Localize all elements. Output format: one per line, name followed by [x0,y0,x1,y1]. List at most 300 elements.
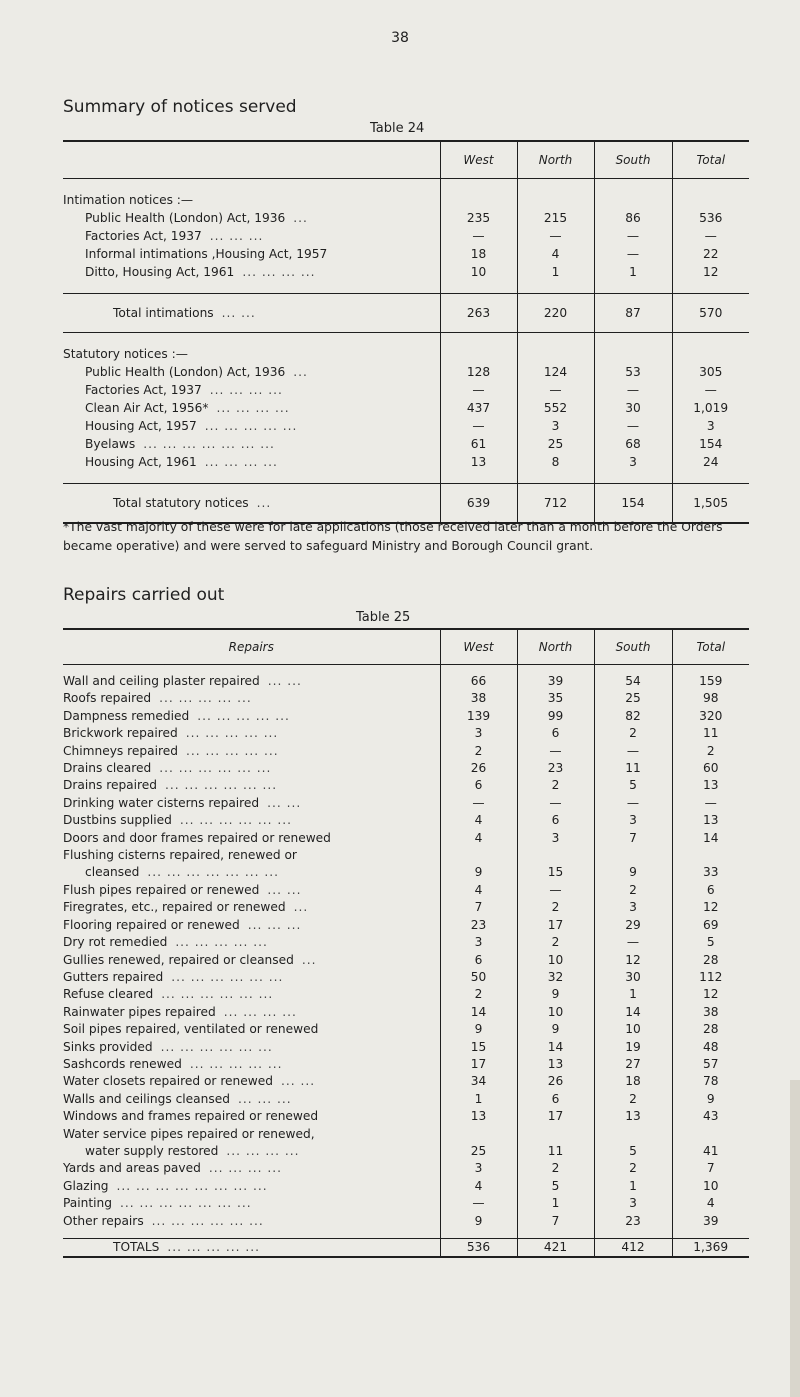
value-west: 26 [440,760,517,777]
row-label-cell [63,969,440,986]
value-south: 2 [594,882,672,899]
value-total: 6 [672,882,749,899]
row-label-cell [63,1021,440,1038]
leader-dots: ... ... ... ... ... ... [179,813,292,828]
table-24 [63,140,749,524]
row-label-cell [63,1004,440,1021]
row-label: Chimneys repaired [63,743,178,758]
value-south: 3 [594,899,672,916]
table-row [63,1108,749,1125]
leader-dots: ... ... ... ... ... ... ... [147,865,279,880]
blank-cell [672,665,749,674]
value-total: 305 [672,363,749,381]
row-label-cell [63,708,440,725]
table-row [63,690,749,707]
blank-cell [672,179,749,192]
blank-cell [440,345,517,363]
value-south: 412 [594,1239,672,1258]
table-row [63,760,749,777]
row-label: cleansed [85,865,140,880]
value-total: 11 [672,725,749,742]
value-west: 13 [440,453,517,471]
spacer-row [63,333,749,346]
value-north: 1 [517,1195,594,1212]
blank-cell [440,665,517,674]
table-row [63,708,749,725]
value-south: 9 [594,864,672,881]
leader-dots: ... ... ... ... ... ... ... ... [116,1178,268,1193]
row-label-cell [63,1108,440,1125]
value-north: 23 [517,760,594,777]
table-row [63,777,749,794]
value-west: 3 [440,1160,517,1177]
row-label: Flooring repaired or renewed [63,917,240,932]
value-west: 9 [440,1021,517,1038]
value-south: — [594,381,672,399]
value-south: 86 [594,209,672,227]
row-label-cell [63,986,440,1003]
row-label-cell [63,227,440,245]
row-label: Flushing cisterns repaired, renewed or [63,848,297,863]
leader-dots: ... ... [267,882,302,897]
blank-cell [63,281,440,294]
table-row [63,917,749,934]
row-label: TOTALS [113,1240,160,1254]
row-label: Walls and ceilings cleansed [63,1091,230,1106]
value-total: 12 [672,263,749,281]
table-25-body [63,665,749,1258]
value-total: — [672,227,749,245]
table-row [63,673,749,690]
value-west [440,847,517,864]
value-north: 712 [517,484,594,524]
row-label: Ditto, Housing Act, 1961 [85,265,235,279]
page-edge [790,1080,800,1397]
leader-dots: ... ... ... ... [209,383,283,397]
row-label-cell [63,830,440,847]
table-row [63,986,749,1003]
value-south: 11 [594,760,672,777]
row-label-cell [63,690,440,707]
blank-cell [517,191,594,209]
value-south: 87 [594,294,672,333]
value-south: 154 [594,484,672,524]
value-total: 112 [672,969,749,986]
value-west: 1 [440,1091,517,1108]
value-north: — [517,381,594,399]
total-row [63,294,749,333]
table-row [63,812,749,829]
value-south: 1 [594,986,672,1003]
table-row [63,952,749,969]
value-west: 4 [440,830,517,847]
value-total: 43 [672,1108,749,1125]
blank-cell [63,333,440,346]
row-label: Other repairs [63,1213,144,1228]
value-north: 32 [517,969,594,986]
value-west: 2 [440,743,517,760]
row-label-cell [63,847,440,864]
value-south: — [594,245,672,263]
row-label-cell [63,1178,440,1195]
row-label: Wall and ceiling plaster repaired [63,674,260,688]
row-label: Yards and areas paved [63,1161,201,1176]
value-west: 639 [440,484,517,524]
value-north: 9 [517,986,594,1003]
row-label-cell [63,812,440,829]
row-label: Informal intimations ,Housing Act, 1957 [85,247,328,261]
group-heading-row [63,191,749,209]
row-label-cell [63,725,440,742]
table-row [63,795,749,812]
value-total: 28 [672,1021,749,1038]
row-label: Rainwater pipes repaired [63,1004,216,1019]
row-label-cell [63,1056,440,1073]
row-label: Flush pipes repaired or renewed [63,882,260,897]
row-label: Doors and door frames repaired or renewed [63,830,331,845]
value-west: 50 [440,969,517,986]
value-north: 3 [517,830,594,847]
table-row [63,969,749,986]
blank-cell [672,471,749,484]
leader-dots: ... ... ... ... ... ... ... [120,1196,252,1211]
value-north: 26 [517,1073,594,1090]
value-north: — [517,882,594,899]
leader-dots: ... ... ... ... [242,265,316,279]
col-total: Total [672,629,749,665]
value-total: 570 [672,294,749,333]
row-label: Housing Act, 1961 [85,455,197,469]
value-total: 60 [672,760,749,777]
leader-dots: ... ... [221,306,256,320]
value-north: 124 [517,363,594,381]
table-row [63,1073,749,1090]
value-south: 14 [594,1004,672,1021]
leader-dots: ... ... ... ... ... ... ... [143,437,275,451]
blank-cell [517,665,594,674]
value-south: 68 [594,435,672,453]
value-west: 2 [440,986,517,1003]
leader-dots: ... ... ... [209,229,264,243]
row-label-cell [63,795,440,812]
value-south: 3 [594,812,672,829]
table-25-header [63,629,749,665]
row-label: Soil pipes repaired, ventilated or renewed [63,1022,319,1037]
table-row [63,417,749,435]
blank-cell [594,665,672,674]
leader-dots: ... ... [280,1074,316,1089]
value-total: 5 [672,934,749,951]
value-north: 2 [517,1160,594,1177]
value-west: 139 [440,708,517,725]
row-label-cell [63,1091,440,1108]
value-west: 4 [440,1178,517,1195]
row-label-cell [63,952,440,969]
value-total: — [672,381,749,399]
value-north [517,1126,594,1143]
value-west: 263 [440,294,517,333]
value-south: 53 [594,363,672,381]
blank-cell [63,179,440,192]
table-row [63,1178,749,1195]
value-total: 9 [672,1091,749,1108]
value-total: 1,505 [672,484,749,524]
table-row [63,1143,749,1160]
table-row [63,381,749,399]
value-north: 2 [517,777,594,794]
table-24-body [63,179,749,524]
section-title-repairs: Repairs carried out [63,585,225,605]
row-label-cell [63,1039,440,1056]
value-north: — [517,227,594,245]
value-total: 10 [672,1178,749,1195]
value-total: 98 [672,690,749,707]
leader-dots: ... ... ... [237,1091,292,1106]
value-total: 13 [672,812,749,829]
blank-cell [440,471,517,484]
table-row [63,245,749,263]
value-west: — [440,417,517,435]
value-total: 39 [672,1213,749,1230]
value-south: 18 [594,1073,672,1090]
blank-cell [594,191,672,209]
value-south: — [594,417,672,435]
leader-dots: ... ... ... ... ... [185,726,279,741]
col-repairs: Repairs [63,629,440,665]
leader-dots: ... ... ... ... ... [204,419,298,433]
value-total: 22 [672,245,749,263]
value-total: 41 [672,1143,749,1160]
value-west: 61 [440,435,517,453]
table-row [63,725,749,742]
value-west: 17 [440,1056,517,1073]
spacer-row [63,471,749,484]
value-total [672,1126,749,1143]
value-total: 2 [672,743,749,760]
value-south: — [594,227,672,245]
value-west: 14 [440,1004,517,1021]
leader-dots: ... ... ... ... [216,401,290,415]
table-row [63,363,749,381]
leader-dots: ... ... ... ... ... [167,1240,261,1254]
value-west: 13 [440,1108,517,1125]
value-south: 25 [594,690,672,707]
leader-dots: ... ... ... ... ... [159,691,252,706]
value-north: 99 [517,708,594,725]
row-label-cell [63,381,440,399]
value-west: 536 [440,1239,517,1258]
blank-cell [517,333,594,346]
table-row [63,934,749,951]
value-north: 8 [517,453,594,471]
blank-cell [440,281,517,294]
table-row [63,209,749,227]
blank-cell [672,191,749,209]
row-label-cell [63,294,440,333]
leader-dots: ... ... ... ... [204,455,278,469]
value-total: 320 [672,708,749,725]
leader-dots: ... ... ... ... ... [175,935,268,950]
blank-cell [672,345,749,363]
group-heading: Intimation notices :— [63,193,194,207]
value-total: 38 [672,1004,749,1021]
value-total: 78 [672,1073,749,1090]
value-south: 30 [594,969,672,986]
blank-cell [440,191,517,209]
totals-row [63,1239,749,1258]
value-south: 2 [594,1091,672,1108]
row-label-cell [63,1160,440,1177]
spacer-row [63,281,749,294]
value-west: 4 [440,812,517,829]
value-total: 1,019 [672,399,749,417]
row-label-cell [63,417,440,435]
value-total: 154 [672,435,749,453]
value-west: 9 [440,864,517,881]
page-number: 38 [391,30,409,46]
value-west: 3 [440,934,517,951]
row-label-cell [63,363,440,381]
value-north: — [517,795,594,812]
row-label: Total intimations [113,306,214,320]
spacer-row [63,665,749,674]
value-total: 1,369 [672,1239,749,1258]
leader-dots: ... [293,365,308,379]
row-label: Dry rot remedied [63,935,168,950]
value-north: 6 [517,812,594,829]
leader-dots: ... [301,952,317,967]
value-total: 4 [672,1195,749,1212]
table-row [63,1160,749,1177]
value-total [672,847,749,864]
value-total: 57 [672,1056,749,1073]
value-west: — [440,227,517,245]
row-label: Drains cleared [63,761,152,776]
blank-cell [440,333,517,346]
row-label: Drinking water cisterns repaired [63,795,260,810]
value-total: — [672,795,749,812]
row-label-cell [63,209,440,227]
row-label-cell [63,1073,440,1090]
section-title-notices: Summary of notices served [63,97,297,117]
value-total: 28 [672,952,749,969]
row-label: Sinks provided [63,1039,153,1054]
value-south: 10 [594,1021,672,1038]
value-west: 10 [440,263,517,281]
value-total: 13 [672,777,749,794]
value-north: 4 [517,245,594,263]
value-north: 15 [517,864,594,881]
row-label: Factories Act, 1937 [85,229,202,243]
col-north: North [517,629,594,665]
table-row [63,1056,749,1073]
value-north: 13 [517,1056,594,1073]
table-row [63,882,749,899]
blank-cell [517,345,594,363]
value-south: 30 [594,399,672,417]
table-row [63,227,749,245]
blank-cell [517,281,594,294]
row-label-cell [63,1239,440,1258]
blank-cell [594,1230,672,1239]
blank-cell [672,281,749,294]
table-row [63,263,749,281]
table-row [63,1091,749,1108]
table-row [63,847,749,864]
blank-cell [594,281,672,294]
row-label: Sashcords renewed [63,1056,182,1071]
row-label-cell [63,1195,440,1212]
blank-cell [594,179,672,192]
value-south: 12 [594,952,672,969]
value-west: 9 [440,1213,517,1230]
value-west: 38 [440,690,517,707]
value-north: 2 [517,934,594,951]
value-south: 23 [594,1213,672,1230]
value-north: 220 [517,294,594,333]
col-south: South [594,141,672,179]
value-total: 24 [672,453,749,471]
col-total: Total [672,141,749,179]
value-total: 12 [672,986,749,1003]
table-row [63,399,749,417]
value-south: 82 [594,708,672,725]
value-west: 128 [440,363,517,381]
table-24-header [63,141,749,179]
row-label-cell [63,1143,440,1160]
value-west: 18 [440,245,517,263]
value-total: 69 [672,917,749,934]
row-label-cell [63,263,440,281]
table-row [63,1021,749,1038]
value-north: 5 [517,1178,594,1195]
value-west: 25 [440,1143,517,1160]
blank-cell [517,179,594,192]
blank-cell [63,471,440,484]
blank-cell [440,1230,517,1239]
leader-dots: ... ... ... ... ... [197,708,290,723]
value-north: 10 [517,952,594,969]
table-row [63,899,749,916]
value-north: — [517,743,594,760]
value-west: 437 [440,399,517,417]
table-24-label: Table 24 [370,121,425,136]
table-row [63,1195,749,1212]
value-south: 5 [594,777,672,794]
value-north: 421 [517,1239,594,1258]
row-label: Housing Act, 1957 [85,419,197,433]
value-total: 12 [672,899,749,916]
row-label: Dustbins supplied [63,813,172,828]
value-north: 25 [517,435,594,453]
row-label: Firegrates, etc., repaired or renewed [63,900,286,915]
value-south: — [594,743,672,760]
value-south: 2 [594,725,672,742]
value-south: 29 [594,917,672,934]
blank-cell [517,1230,594,1239]
row-label-cell [63,864,440,881]
value-west [440,1126,517,1143]
value-south: 1 [594,263,672,281]
value-south: 7 [594,830,672,847]
value-west: 7 [440,899,517,916]
table-row [63,864,749,881]
table-row [63,435,749,453]
value-north: 7 [517,1213,594,1230]
value-west: 235 [440,209,517,227]
row-label-cell [63,882,440,899]
row-label-cell [63,245,440,263]
